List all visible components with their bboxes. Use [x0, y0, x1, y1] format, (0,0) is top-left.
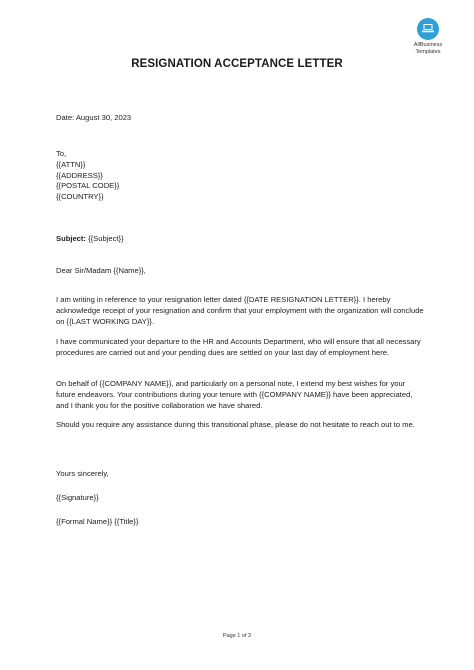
address-country: {{COUNTRY}}: [56, 192, 104, 202]
letter-date: Date: August 30, 2023: [56, 113, 132, 122]
recipient-address: [56, 149, 426, 203]
company-logo: [406, 18, 450, 55]
signature-placeholder: {{Signature}}: [56, 493, 99, 502]
logo-badge: [417, 18, 439, 40]
laptop-icon: [421, 23, 435, 34]
subject-line: [56, 234, 426, 245]
salutation: Dear Sir/Madam {{Name}},: [56, 266, 146, 275]
logo-line-2: Templates: [415, 48, 441, 55]
formal-name: {{Formal Name}} {{Title}}: [56, 517, 139, 526]
address-to: To,: [56, 149, 67, 158]
logo-text: [406, 42, 450, 55]
page-number: Page 1 of 3: [222, 633, 252, 639]
document-title: RESIGNATION ACCEPTANCE LETTER: [131, 58, 343, 70]
subject-label: Subject:: [56, 234, 86, 243]
body-paragraph-1: I am writing in reference to your resignation letter dated {{DATE RESIGNATION LETTER}}. I hereby acknowledge receipt of your resignation and confirm that your employment with the organization will conclude on {{LAST WORKING DAY}}.: [56, 295, 424, 326]
subject-value: {{Subject}}: [85, 234, 124, 243]
logo-line-1: AllBusiness: [413, 42, 443, 48]
address-street: {{ADDRESS}}: [56, 170, 103, 180]
body-paragraph-3: On behalf of {{COMPANY NAME}}, and particularly on a personal note, I extend my best wishes for your future endeavors. Your contributions during your tenure with {{COMPANY NAME}} have been appreciated, and I thank you for the positive collaboration we have shared.: [56, 379, 413, 410]
body-paragraph-2: I have communicated your departure to the HR and Accounts Department, who will ensure that all necessary procedures are carried out and your pending dues are settled on your last day of employment here.: [56, 337, 421, 357]
address-attn: {{ATTN}}: [56, 159, 86, 169]
closing: Yours sincerely,: [56, 469, 109, 478]
address-postal-code: {{POSTAL CODE}}: [56, 181, 120, 191]
body-paragraph-4: Should you require any assistance during this transitional phase, please do not hesitate to reach out to me.: [56, 420, 415, 429]
